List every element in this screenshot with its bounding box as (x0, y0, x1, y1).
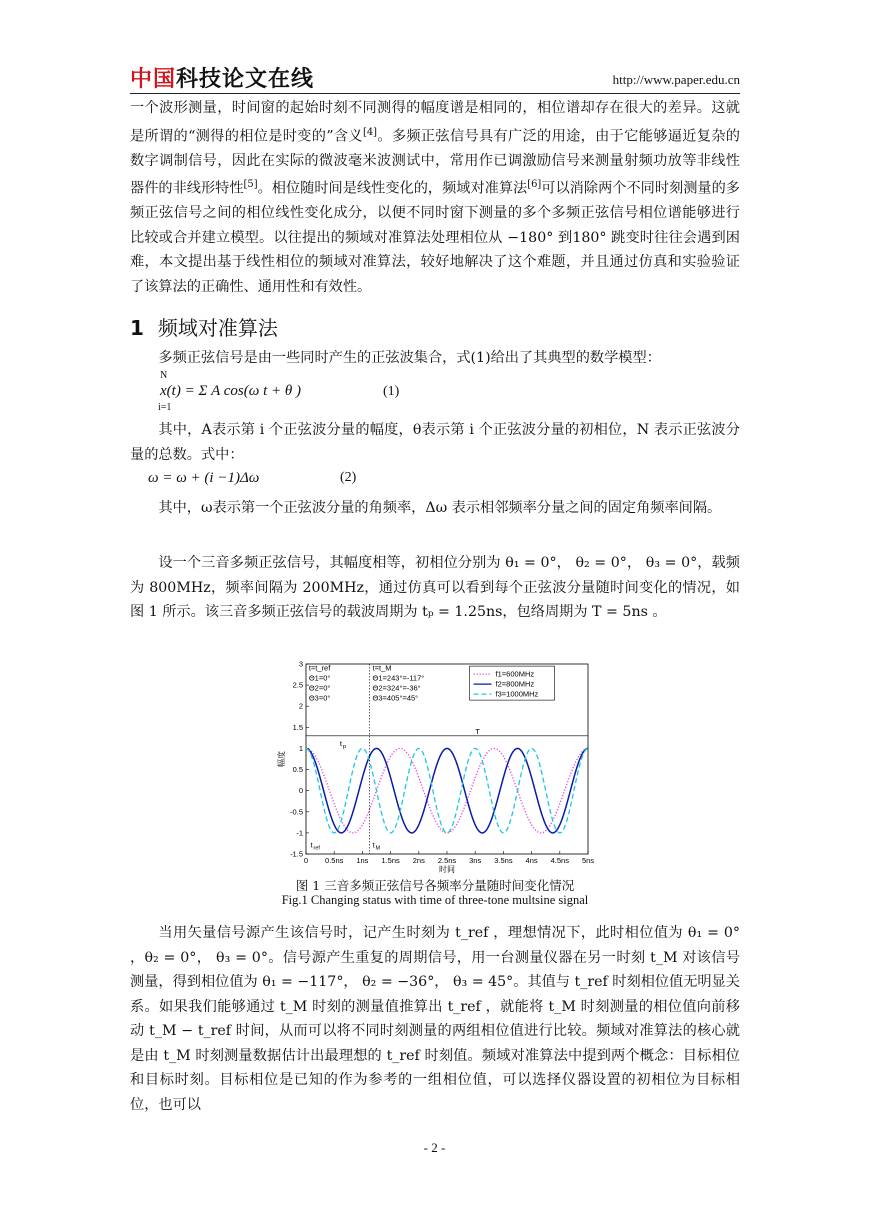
eq1-text: x(t) = Σ A cos(ω t + θ ) (160, 383, 301, 399)
intro-text-a: 一个波形测量，时间窗的起始时刻不同测得的幅度谱是相同的，相位谱却存在很大的差异。这就是所谓的“测得的相位是时变的”含义 (130, 100, 740, 145)
body-sentence-5 (130, 921, 740, 1117)
tp-label-sub: p (342, 743, 346, 750)
journal-logo (130, 62, 314, 93)
y-tick-label: 3 (298, 659, 303, 669)
annot-right-line: Θ1=243°=-117° (372, 673, 425, 683)
annot-left-line: t=t_ref (308, 663, 331, 673)
y-tick-label: -1.5 (290, 849, 303, 859)
y-tick-label: 1 (298, 743, 303, 753)
header-rule (130, 93, 740, 94)
header-url[interactable]: http://www.paper.edu.cn (612, 72, 740, 87)
legend-entry: f2=800MHz (495, 679, 535, 689)
page-number: - 2 - (423, 1140, 446, 1155)
annot-left-line: Θ1=0° (308, 673, 331, 683)
intro-paragraph (130, 96, 740, 299)
y-tick-label: 2.5 (292, 680, 303, 690)
phase-chart (272, 658, 598, 876)
y-tick-label: 0.5 (292, 765, 303, 775)
x-axis-label: 时间 (439, 865, 455, 874)
y-axis-label: 幅度 (277, 751, 286, 767)
tref-label: t (310, 840, 313, 850)
figure-caption-cn: 图 1 三音多频正弦信号各频率分量随时间变化情况 (295, 878, 575, 893)
ref-5[interactable]: [5] (243, 179, 258, 191)
y-tick-label: 1.5 (292, 722, 303, 732)
series-line-f3=1000MHz (306, 748, 588, 832)
x-tick-label: 3ns (469, 856, 482, 865)
x-tick-label: 2.5ns (437, 856, 457, 865)
x-tick-label: 0.5ns (325, 856, 344, 865)
x-tick-label: 4.5ns (550, 856, 569, 865)
chart-series (306, 748, 588, 832)
x-tick-label: 1.5ns (381, 856, 400, 865)
x-tick-label: 5ns (581, 856, 595, 865)
body-s1: 多频正弦信号是由一些同时产生的正弦波集合，式(1)给出了其典型的数学模型： (158, 350, 661, 366)
figure-1 (272, 658, 598, 876)
eq1-number: (1) (383, 384, 400, 399)
annot-left-line: Θ3=0° (308, 693, 331, 703)
logo-black-part: 科技论文在线 (176, 67, 315, 92)
tp-label: t (339, 738, 342, 748)
intro-text-d: 可以消除两个不同时刻测量的多频正弦信号之间的相位线性变化成分，以便不同时窗下测量的多个多频正弦信号相位谱能够进行比较或合并建立模型。以往提出的频域对准算法处理相位从 −180° 到180° 跳变时往往会遇到困难，本文提出基于线性相位的频域对准算法，较好地解决了这个难题，并且通过仿真和实验验证了该算法的正确性、通用性和有效性。 (130, 180, 740, 295)
intro-text-b: 。多频正弦信号具有广泛的用途，由于它能够逼近复杂的数字调制信号，因此在实际的微波毫米波测试中，常用作已调激励信号来测量射频功放等非线性器件的非线形特性 (130, 128, 740, 197)
y-tick-label: -1 (296, 828, 303, 838)
annot-left-line: Θ2=0° (308, 683, 331, 693)
body-s2: 其中，A表示第 i 个正弦波分量的幅度，θ表示第 i 个正弦波分量的初相位，N 表示正弦波分量的总数。式中： (130, 422, 741, 463)
ref-4[interactable]: [4] (362, 126, 378, 138)
ref-6[interactable]: [6] (527, 179, 542, 191)
eq1-sum-top: N (160, 370, 168, 381)
y-tick-label: -0.5 (290, 807, 303, 817)
section-number: 1 (130, 316, 144, 340)
body-s3: 其中，ω表示第一个正弦波分量的角频率，Δω 表示相邻频率分量之间的固定角频率间隔。 (158, 500, 722, 516)
x-tick-label: 1ns (356, 856, 369, 865)
eq2-text: ω = ω + (i −1)Δω (148, 470, 260, 486)
section-heading (130, 312, 292, 341)
figure-caption-en: Fig.1 Changing status with time of three-tone multsine signal (281, 893, 589, 907)
annot-right-line: t=t_M (372, 663, 392, 673)
x-tick-label: 3.5ns (494, 856, 513, 865)
legend-entry: f3=1000MHz (495, 689, 539, 699)
body-sentence-2 (130, 418, 740, 467)
body-sentence-3 (130, 496, 740, 521)
x-tick-label: 2ns (412, 856, 425, 865)
section-title: 频域对准算法 (157, 316, 278, 340)
y-tick-label: 0 (298, 786, 303, 796)
body-s4: 设一个三音多频正弦信号，其幅度相等，初相位分别为 θ₁ = 0°， θ₂ = 0°， θ₃ = 0°，载频为 800MHz，频率间隔为 200MHz，通过仿真可以看到每个正弦波分量随时间变化的情况，如图 1 所示。该三音多频正弦信号的载波周期为 tₚ = 1.25ns，包络周期为 T = 5ns 。 (130, 555, 740, 620)
page-header (130, 60, 740, 92)
annot-right-line: Θ2=324°=-36° (372, 683, 421, 693)
intro-text-c: 。相位随时间是线性变化的，频域对准算法 (257, 180, 528, 197)
y-tick-label: 2 (298, 701, 303, 711)
tref-label-sub: ref (313, 845, 320, 852)
tM-label-sub: M (375, 845, 381, 852)
body-sentence-1 (130, 346, 740, 371)
body-s5: 当用矢量信号源产生该信号时，记产生时刻为 t_ref ，理想情况下，此时相位值为 θ₁ = 0° ，θ₂ = 0°， θ₃ = 0°。信号源产生重复的周期信号，用一台测量仪器在另一时刻 t_M 对该信号测量，得到相位值为 θ₁ = −117°， θ₂ = −36°， θ₃ = 45°。其值与 t_ref 时刻相位值无明显关系。如果我们能够通过 t_M 时刻的测量值推算出 t_ref ，就能将 t_M 时刻测量的相位值向前移动 t_M − t_ref 时间，从而可以将不同时刻测量的两组相位值进行比较。频域对准算法的核心就是由 t_M 时刻测量数据估计出最理想的 t_ref 时刻值。频域对准算法中提到两个概念：目标相位和目标时刻。目标相位是已知的作为参考的一组相位值，可以选择仪器设置的初相位为目标相位，也可以 (130, 925, 740, 1113)
annot-right-line: Θ3=405°=45° (372, 693, 419, 703)
legend-entry: f1=600MHz (495, 669, 535, 679)
eq2-number: (2) (340, 470, 357, 485)
T-label: T (475, 726, 480, 736)
x-tick-label: 0 (303, 856, 309, 865)
tM-label: t (372, 840, 375, 850)
body-sentence-4 (130, 551, 740, 625)
eq1-sum-bottom: i=1 (158, 402, 172, 413)
x-tick-label: 4ns (525, 856, 538, 865)
logo-red-part: 中国 (130, 67, 177, 92)
